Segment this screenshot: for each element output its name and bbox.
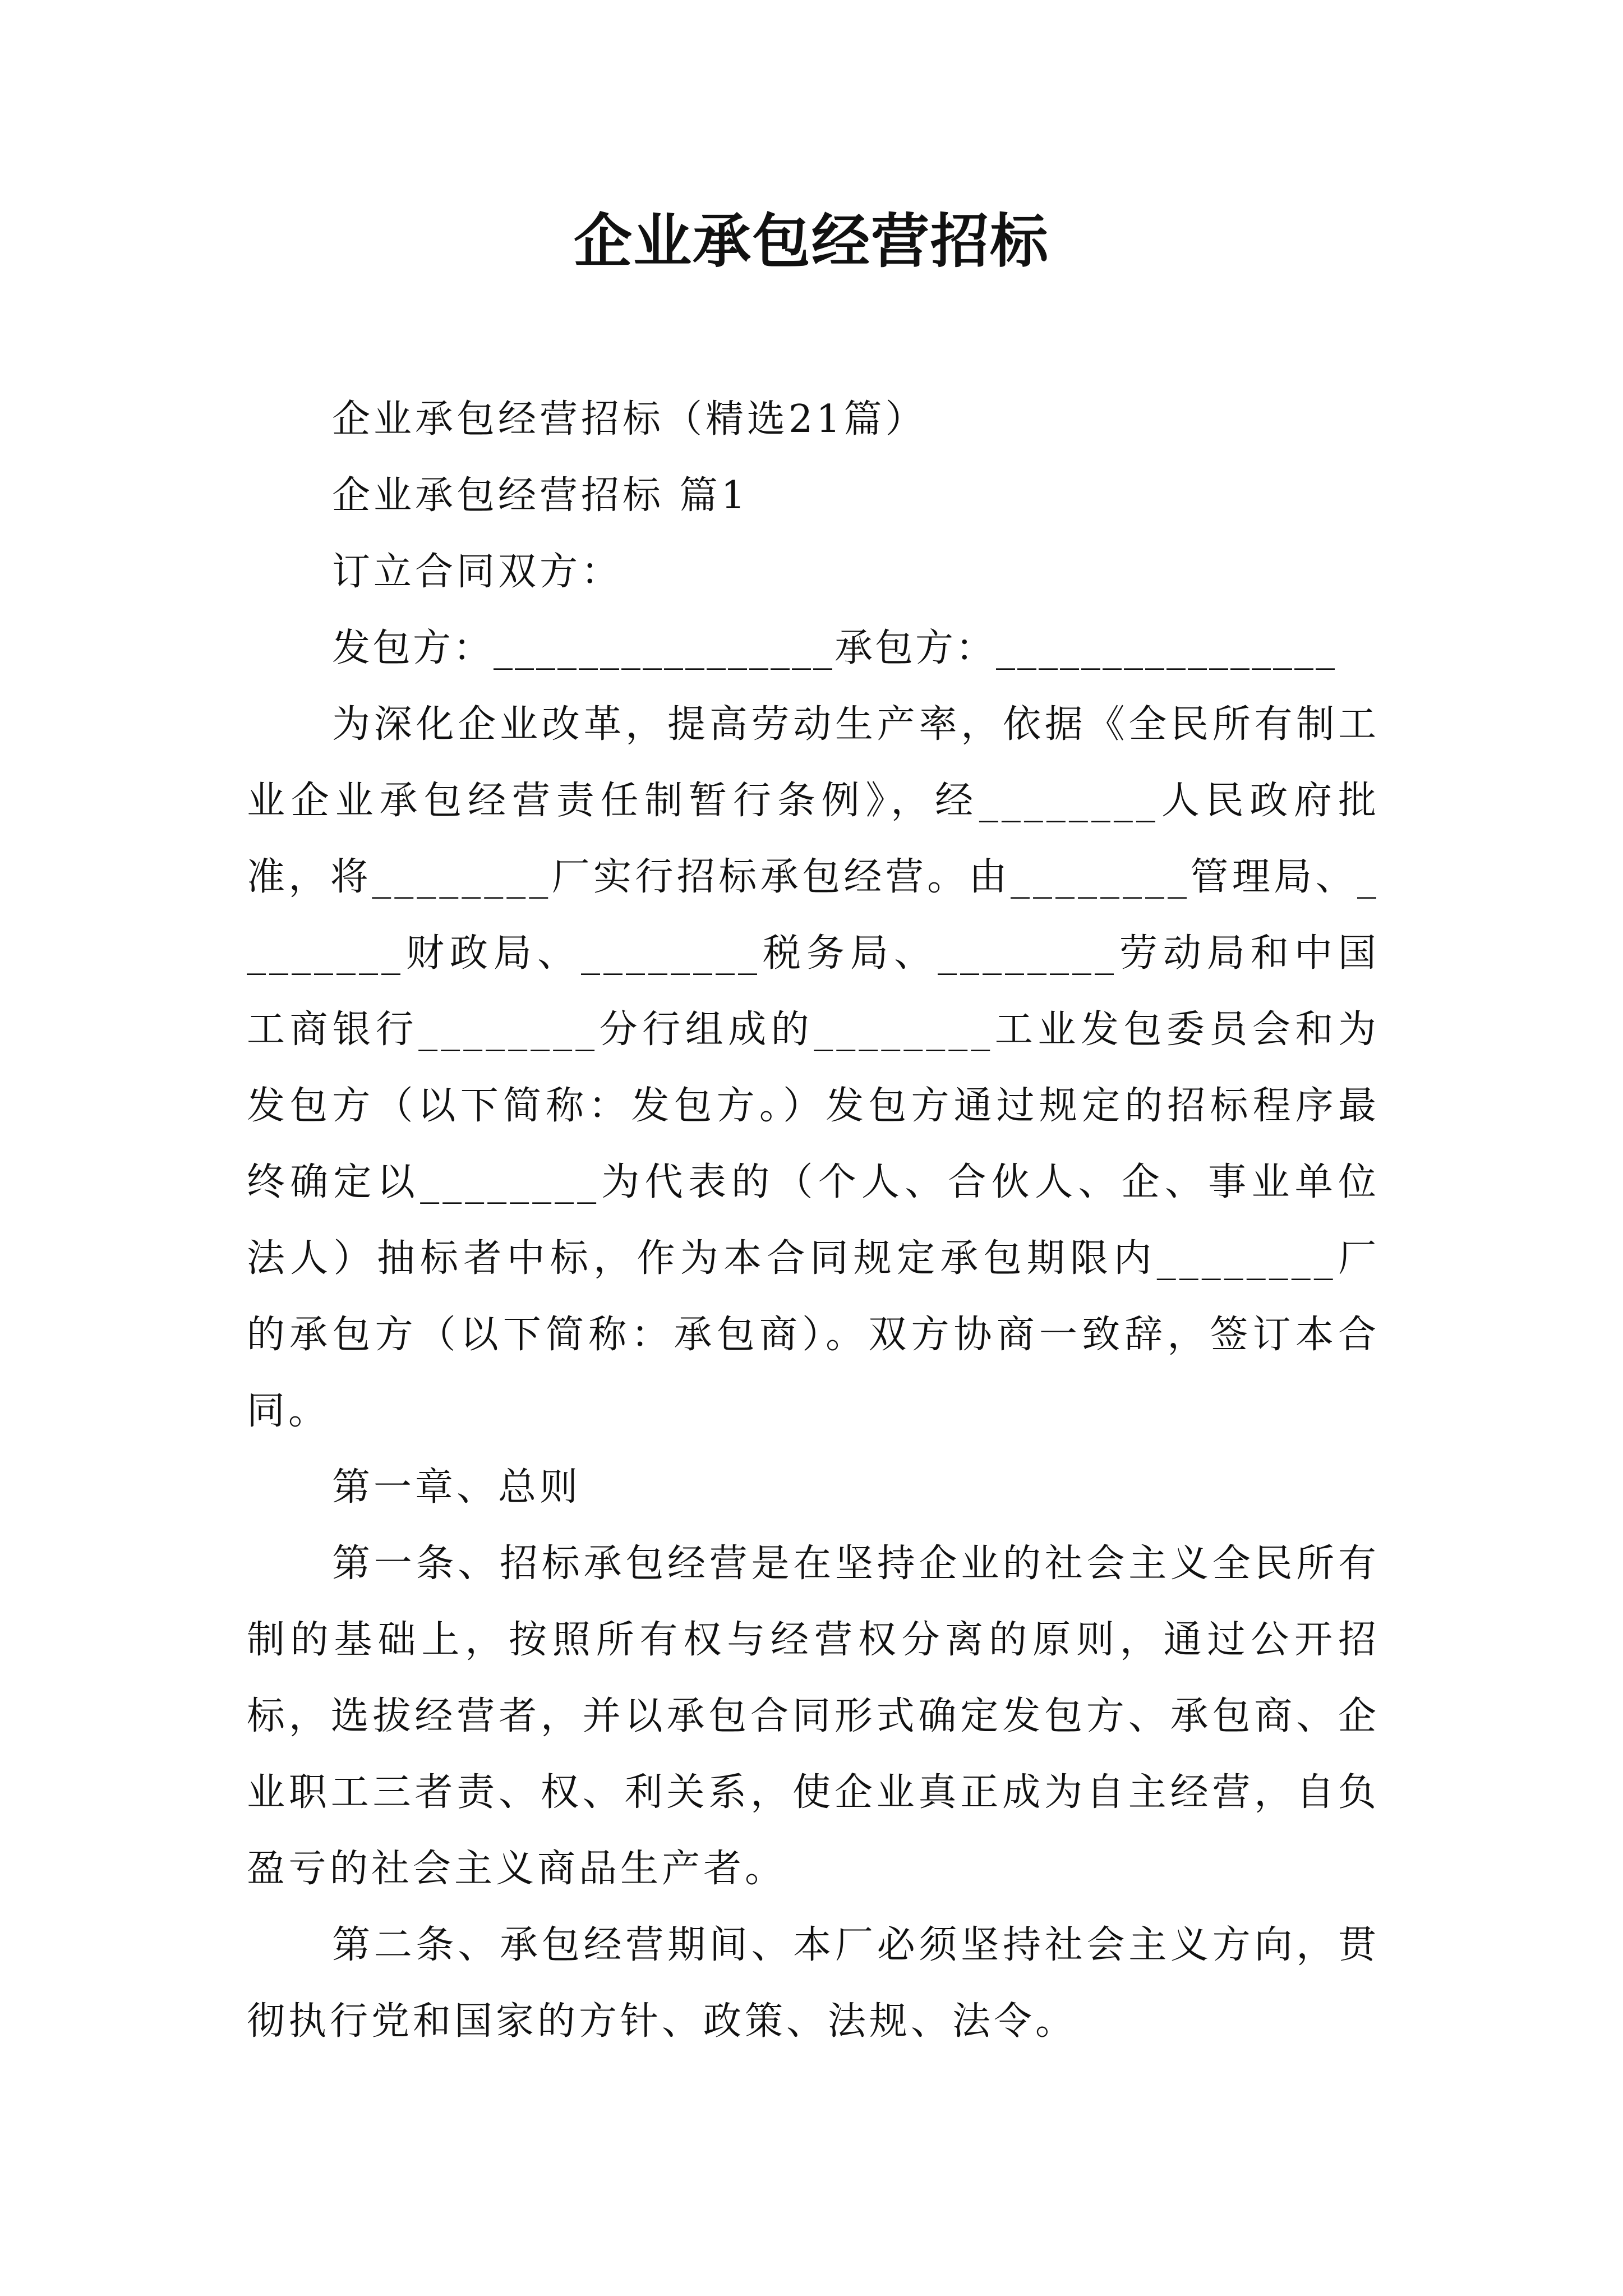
paragraph-parties-line: 发包方：________________承包方：________________: [332, 626, 1338, 670]
paragraph-article-2: 第二条、承包经营期间、本厂必须坚持社会主义方向，贯彻执行党和国家的方针、政策、法规、法令。: [247, 1923, 1380, 2044]
paragraph-chapter-heading: 第一章、总则: [332, 1465, 582, 1510]
paragraph-preamble: 为深化企业改革，提高劳动生产率，依据《全民所有制工业企业承包经营责任制暂行条例》，经________人民政府批准，将________厂实行招标承包经营。由________管理局、________财政局、________税务局、________劳动局和中国工商银行________分行组成的________工业发包委员会和为发包方（以下简称：发包方。）发包方通过规定的招标程序最终确定以________为代表的（个人、合伙人、企、事业单位法人）抽标者中标，作为本合同规定承包期限内________厂的承包方（以下简称：承包商）。双方协商一致辞，签订本合同。: [247, 702, 1380, 1433]
paragraph-subtitle: 企业承包经营招标（精选21篇）: [332, 397, 927, 441]
paragraph-article-1: 第一条、招标承包经营是在坚持企业的社会主义全民所有制的基础上，按照所有权与经营权分离的原则，通过公开招标，选拔经营者，并以承包合同形式确定发包方、承包商、企业职工三者责、权、利关系，使企业真正成为自主经营，自负盈亏的社会主义商品生产者。: [247, 1542, 1380, 1891]
paragraph-parties-label: 订立合同双方：: [332, 550, 623, 594]
document-title: 企业承包经营招标: [573, 206, 1049, 275]
document-body: [247, 381, 1380, 2060]
paragraph-section-heading: 企业承包经营招标 篇1: [332, 473, 749, 518]
